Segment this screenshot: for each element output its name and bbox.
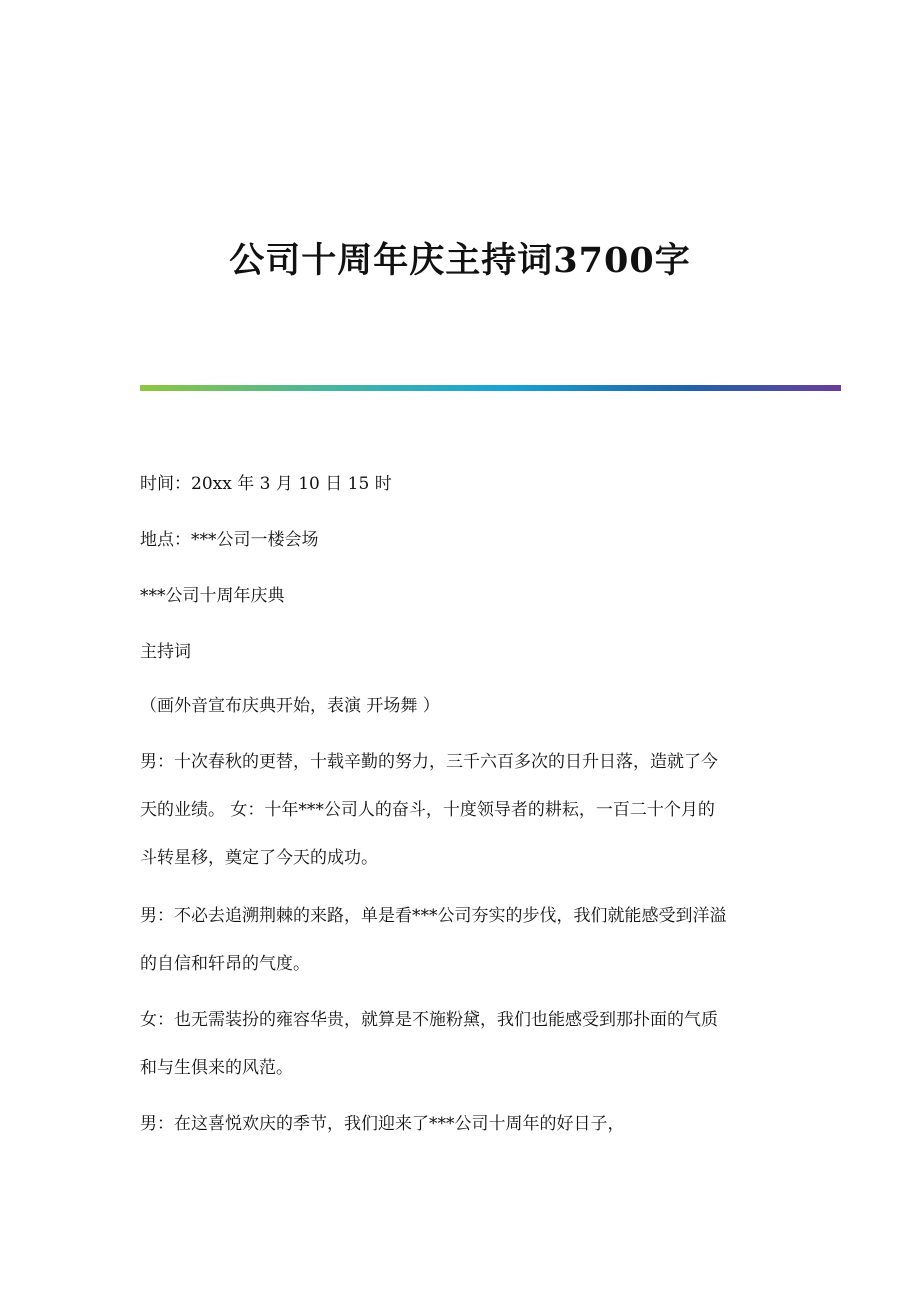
- text-line: 天的业绩。 女：十年***公司人的奋斗，十度领导者的耕耘，一百二十个月的: [140, 800, 715, 820]
- text-line: 的自信和轩昂的气度。: [140, 954, 310, 974]
- paragraph-dialogue: [140, 902, 785, 978]
- paragraph-venue: [140, 526, 785, 554]
- paragraph-dialogue: [140, 1006, 785, 1082]
- paragraph-dialogue: [140, 1110, 785, 1138]
- text-line: 时间：20xx 年 3 月 10 日 15 时: [140, 474, 392, 494]
- text-line: 主持词: [140, 642, 191, 662]
- text-line: 男：不必去追溯荆棘的来路，单是看***公司夯实的步伐，我们就能感受到洋溢: [140, 906, 727, 926]
- text-line: 男：在这喜悦欢庆的季节，我们迎来了***公司十周年的好日子，: [140, 1114, 625, 1134]
- text-line: 地点：***公司一楼会场: [140, 530, 319, 550]
- paragraph-stage-direction: [140, 692, 785, 720]
- text-line: ***公司十周年庆典: [140, 586, 285, 606]
- paragraph-time: [140, 470, 785, 498]
- document-title: 公司十周年庆主持词3700字: [229, 240, 691, 282]
- paragraph-dialogue: [140, 748, 785, 872]
- text-line: 斗转星移，奠定了今天的成功。: [140, 848, 378, 868]
- paragraph-event-name: [140, 582, 785, 610]
- text-line: 男：十次春秋的更替，十载辛勤的努力，三千六百多次的日升日落，造就了今: [140, 752, 718, 772]
- text-line: 和与生俱来的风范。: [140, 1058, 293, 1078]
- text-line: 女：也无需装扮的雍容华贵，就算是不施粉黛，我们也能感受到那扑面的气质: [140, 1010, 718, 1030]
- title-divider: [140, 385, 841, 391]
- paragraph-section-label: [140, 638, 785, 666]
- text-line: （画外音宣布庆典开始，表演 开场舞 ）: [140, 696, 440, 716]
